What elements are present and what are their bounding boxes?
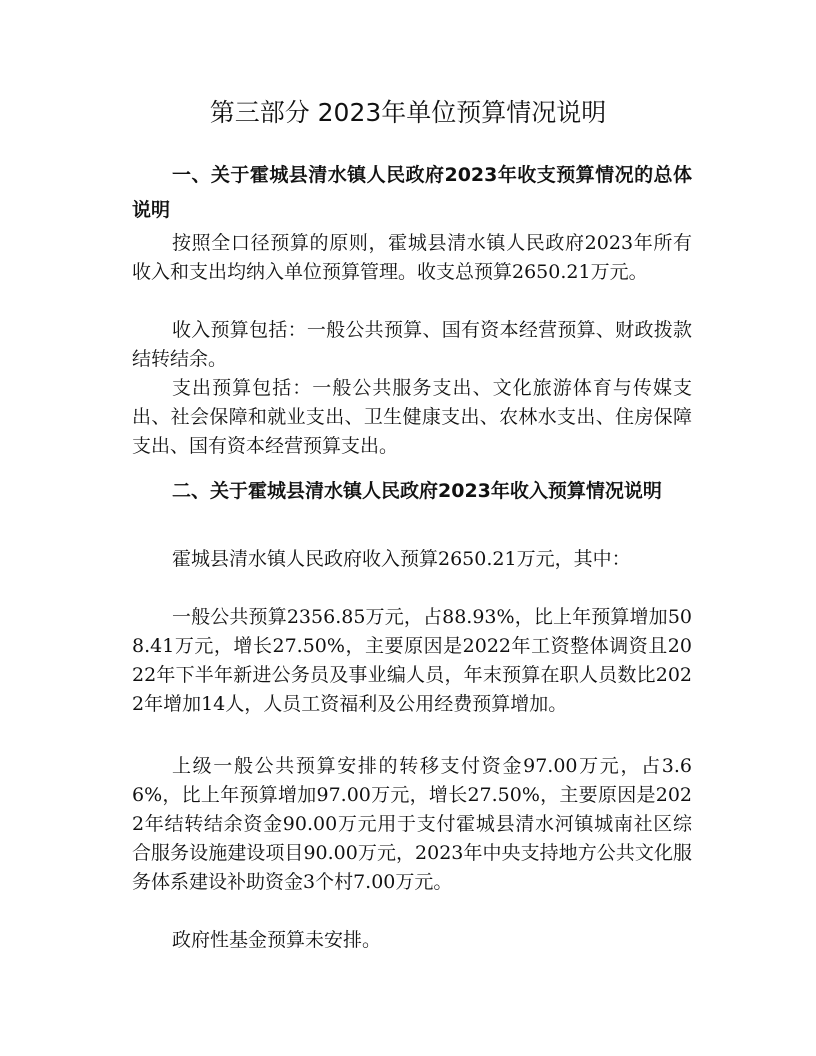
page-title: 第三部分 2023年单位预算情况说明 [209,98,607,127]
paragraph-government-fund: 政府性基金预算未安排。 [172,929,382,951]
paragraph-revenue-budget-items: 收入预算包括：一般公共预算、国有资本经营预算、财政拨款结转结余。 [132,319,692,370]
paragraph-full-scope-budget: 按照全口径预算的原则，霍城县清水镇人民政府2023年所有收入和支出均纳入单位预算管理。收支总预算2650.21万元。 [132,232,692,283]
section-heading-overall: 一、关于霍城县清水镇人民政府2023年收支预算情况的总体说明 [132,164,692,221]
section-heading-revenue: 二、关于霍城县清水镇人民政府2023年收入预算情况说明 [172,480,662,502]
paragraph-revenue-total: 霍城县清水镇人民政府收入预算2650.21万元，其中： [172,548,631,570]
paragraph-general-public-budget: 一般公共预算2356.85万元，占88.93%，比上年预算增加508.41万元，增长27.50%，主要原因是2022年工资整体调资且2022年下半年新进公务员及事业编人员，年末预算在职人员数比2022年增加14人，人员工资福利及公用经费预算增加。 [132,606,692,715]
paragraph-expenditure-budget-items: 支出预算包括：一般公共服务支出、文化旅游体育与传媒支出、社会保障和就业支出、卫生健康支出、农林水支出、住房保障支出、国有资本经营预算支出。 [132,377,692,457]
paragraph-transfer-payment: 上级一般公共预算安排的转移支付资金97.00万元，占3.66%，比上年预算增加97.00万元，增长27.50%，主要原因是2022年结转结余资金90.00万元用于支付霍城县清水河镇城南社区综合服务设施建设项目90.00万元，2023年中央支持地方公共文化服务体系建设补助资金3个村7.00万元。 [132,755,692,893]
